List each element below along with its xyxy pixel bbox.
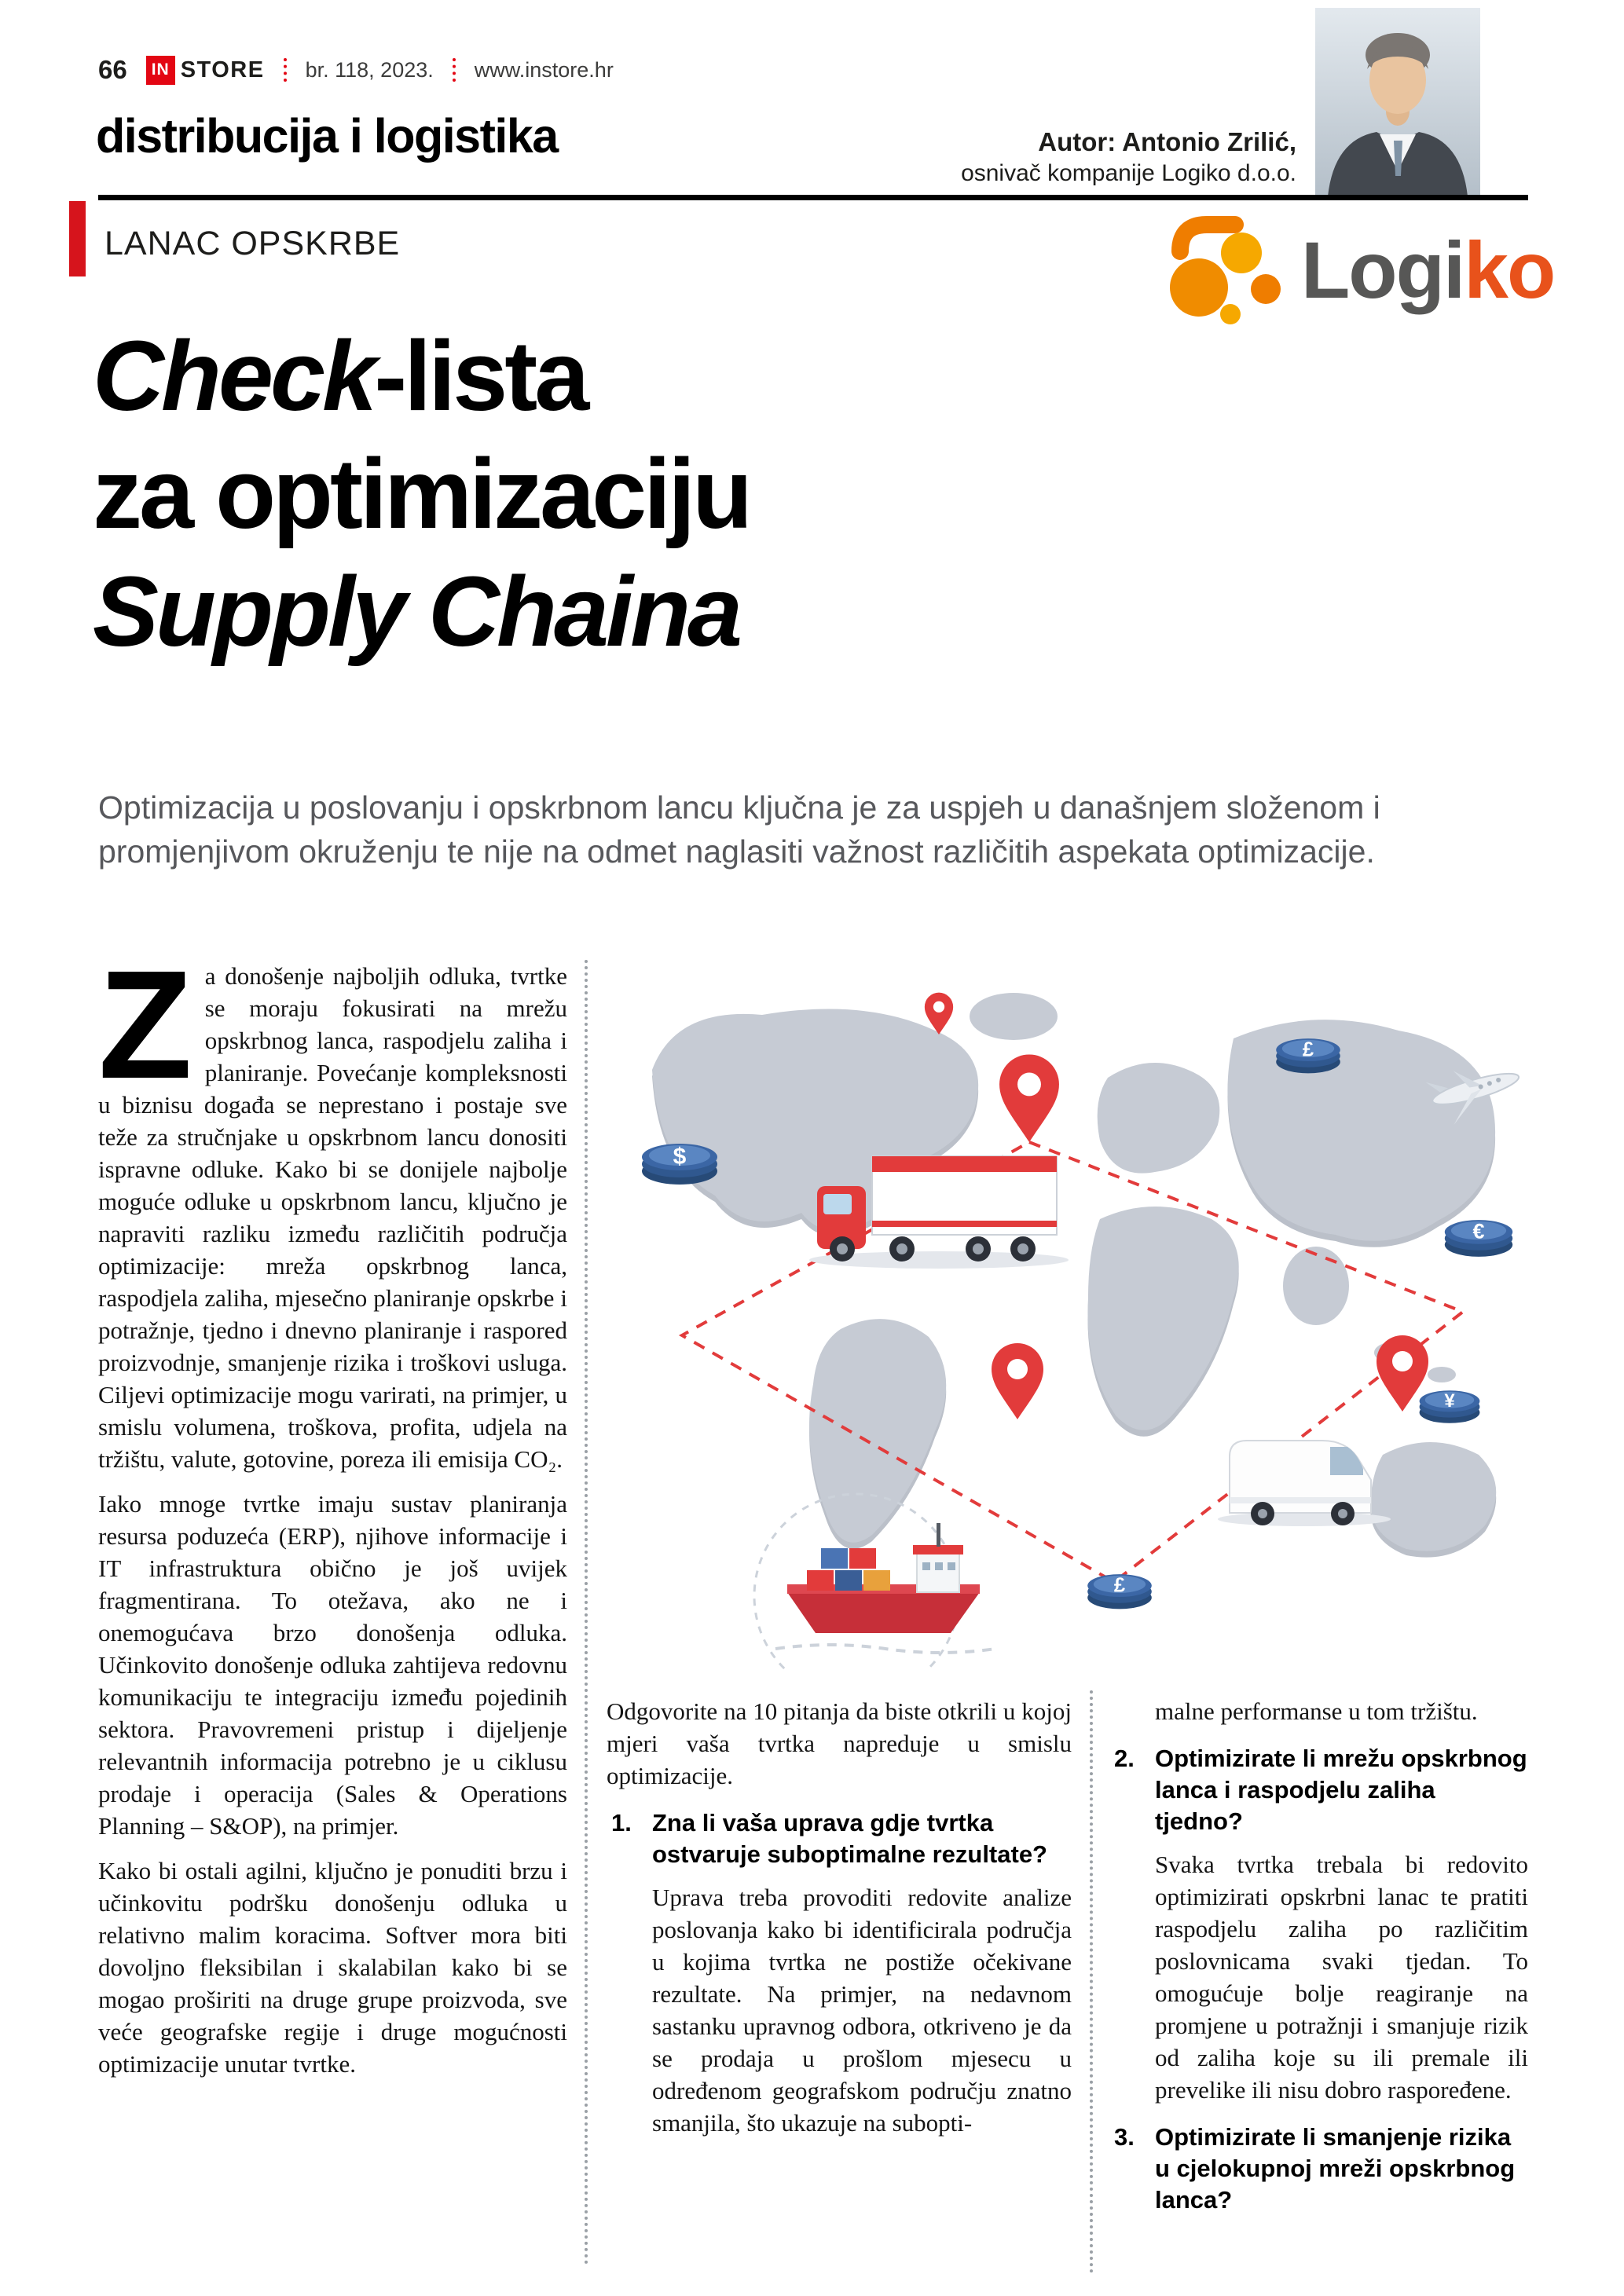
headline-line-2: za optimizaciju bbox=[93, 438, 750, 549]
article-headline bbox=[93, 317, 750, 671]
header-rule bbox=[98, 195, 1528, 200]
question-3 bbox=[1109, 2122, 1528, 2216]
headline-line-1: Check-lista bbox=[93, 320, 587, 431]
website-link[interactable]: www.instore.hr bbox=[474, 57, 614, 82]
paragraph: Za donošenje najboljih odluka, tvrtke se moraju fokusirati na mrežu opskrbnog lanca, raspodjelu zaliha i planiranje. Povećanje kompleksnosti u biznisu događa se neprestano i postaje sve teže za stručnjake u opskrbnom lancu donositi ispravne odluke. Kako bi se donijele najbolje moguće odluke u opskrbnom lancu, ključno je napraviti razliku između različitih područja optimizacije: mreža opskrbnog lanca, raspodjela zaliha, mjesečno planiranje opskrbe i potražnje, tjedno i dnevno planiranje i raspored proizvodnje, smanjenje rizika i troškovi usluga. Ciljevi optimizacije mogu varirati, na primjer, u smislu volumena, troškova, profita, udjela na tržištu, valute, gotovine, poreza ili emisija CO₂. bbox=[98, 939, 567, 1473]
article-lead: Optimizacija u poslovanju i opskrbnom lancu ključna je za uspjeh u današnjem složenom i promjenjivom okruženju te nije na odmet naglasiti važnost različitih aspekata optimizacije. bbox=[98, 789, 1380, 870]
paragraph: Kako bi ostali agilni, ključno je ponuditi brzu i učinkovitu podršku donošenju odluka u relativno malim koracima. Softver mora biti dovoljno fleksibilan i skalabilan kako bi se mogao proširiti na druge grupe proizvoda, sve veće geografske regije i druge mogućnosti optimizacije unutar tvrtke. bbox=[98, 1857, 567, 2078]
question-1-title: 1. Zna li vaša uprava gdje tvrtka ostvaruje suboptimalne rezultate? bbox=[611, 1809, 1047, 1868]
svg-text:€: € bbox=[1472, 1219, 1485, 1243]
author-block bbox=[825, 126, 1296, 189]
author-photo bbox=[1315, 8, 1480, 196]
question-2-body: Svaka tvrtka trebala bi redovito optimizirati opskrbni lanac te pratiti raspodjelu zaliha po različitim poslovnicama svaki tjedan. To omogućuje bolje reagiranje na promjene u potražnji i smanjuje rizik od zaliha koje su ili premale ili prevelike ili nisu dobro raspoređene. bbox=[1155, 1851, 1528, 2104]
map-africa bbox=[1087, 1207, 1238, 1430]
kicker-red-bar bbox=[69, 201, 86, 276]
author-name: Autor: Antonio Zrilić, bbox=[1038, 127, 1296, 156]
body-column-2 bbox=[607, 1695, 1072, 2139]
supply-chain-illustration bbox=[605, 960, 1528, 1671]
headline-line-3: Supply Chaina bbox=[93, 556, 740, 667]
van-icon bbox=[1218, 1441, 1391, 1526]
svg-text:£: £ bbox=[1302, 1038, 1314, 1061]
map-europe bbox=[1098, 1063, 1220, 1174]
question-2-title: 2. Optimizirate li mrežu opskrbnog lanca i raspodjelu zaliha tjedno? bbox=[1114, 1745, 1527, 1835]
instore-logo-box: IN bbox=[146, 56, 175, 85]
map-india bbox=[1283, 1247, 1349, 1325]
kicker-label: LANAC OPSKRBE bbox=[104, 225, 401, 262]
instore-logo bbox=[146, 56, 265, 85]
question-2-number: 2. bbox=[1114, 1745, 1135, 1772]
issue-label: br. 118, 2023. bbox=[305, 57, 434, 82]
question-3-title: 3. Optimizirate li smanjenje rizika u cjelokupnoj mreži opskrbnog lanca? bbox=[1114, 2123, 1516, 2214]
instore-logo-text: STORE bbox=[180, 57, 265, 82]
topbar-divider bbox=[453, 58, 456, 82]
body-column-3 bbox=[1109, 1695, 1528, 2216]
logiko-logo-text: Logiko bbox=[1301, 225, 1555, 315]
question-2 bbox=[1109, 1743, 1528, 2106]
coin-pound-icon bbox=[1276, 1038, 1340, 1073]
logiko-logo bbox=[1153, 206, 1554, 335]
question-1-body: Uprava treba provoditi redovite analize poslovanja kako bi identificirala područja u kojima tvrtka ne postiže očekivane rezultate. Na primjer, na nedavnom sastanku upravnog odbora, otkriveno je da se prodaja u prošlom mjesecu u određenom geografskom području znatno smanjila, što ukazuje na subopti- bbox=[652, 1884, 1072, 2137]
page-number: 66 bbox=[98, 55, 127, 84]
question-1-number: 1. bbox=[611, 1809, 632, 1836]
drop-cap: Z bbox=[98, 939, 192, 1111]
question-3-number: 3. bbox=[1114, 2123, 1135, 2151]
question-1 bbox=[607, 1807, 1072, 2139]
svg-text:$: $ bbox=[673, 1144, 687, 1170]
column-separator-2 bbox=[1090, 1690, 1093, 2273]
svg-text:£: £ bbox=[1113, 1574, 1126, 1597]
column-separator-1 bbox=[585, 960, 588, 2265]
paragraph: Iako mnoge tvrtke imaju sustav planiranja resursa poduzeća (ERP), njihove informacije i IT infrastruktura obično je još uvijek fragmentirana. To otežava, ako ne i onemogućava brzo donošenja odluka. Učinkovito donošenje odluka zahtijeva redovnu komunikaciju te integraciju između pojedinih sektora. Pravovremeni pristup i dijeljenje relevantnih informacija potrebno je u ciklusu prodaje i operacija (Sales & Operations Planning – S&OP), na primjer. bbox=[98, 1490, 567, 1840]
coin-euro-icon bbox=[1445, 1220, 1512, 1257]
coin-pound-icon bbox=[1087, 1574, 1152, 1609]
topbar-divider bbox=[284, 58, 287, 82]
author-role: osnivač kompanije Logiko d.o.o. bbox=[961, 160, 1296, 186]
ship-icon bbox=[775, 1523, 995, 1653]
continuation-paragraph: malne performanse u tom tržištu. bbox=[1155, 1697, 1478, 1725]
section-title: distribucija i logistika bbox=[96, 109, 558, 163]
logiko-logo-icon bbox=[1153, 206, 1293, 335]
top-bar bbox=[98, 52, 614, 88]
location-pin-icon bbox=[992, 1343, 1043, 1419]
coin-dollar-icon bbox=[642, 1144, 717, 1185]
coin-yen-icon bbox=[1420, 1390, 1480, 1423]
map-south-america bbox=[809, 1319, 946, 1543]
body-column-1 bbox=[98, 939, 567, 2080]
svg-text:¥: ¥ bbox=[1444, 1390, 1455, 1412]
questions-intro: Odgovorite na 10 pitanja da biste otkrili u kojoj mjeri vaša tvrtka napreduje u smislu optimizacije. bbox=[607, 1697, 1072, 1789]
map-greenland bbox=[970, 993, 1058, 1040]
location-pin-icon bbox=[999, 1054, 1059, 1142]
